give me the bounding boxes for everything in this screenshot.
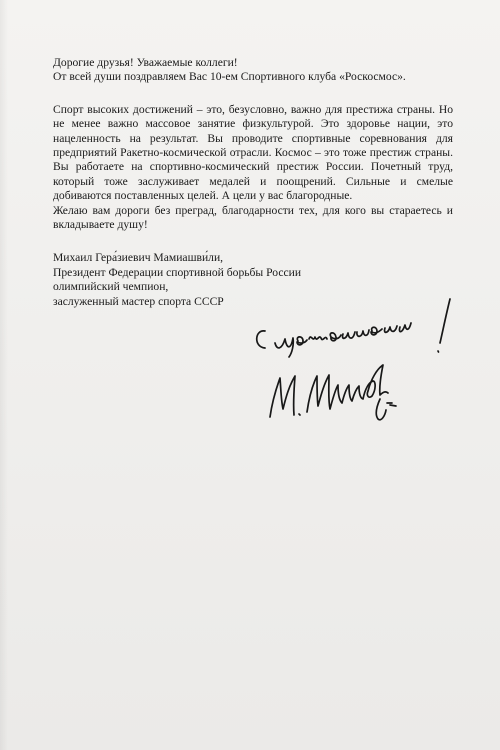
signature-underline-flourish [376,399,386,420]
page-shadow [0,0,8,750]
signatory-award: олимпийский чемпион, [53,280,169,294]
exclamation-mark-stroke [440,299,450,343]
signatory-title: Президент Федерации спортивной борьбы России [53,265,302,279]
letter-body [53,56,453,309]
congratulation-line: От всей души поздравляем Вас 10-ем Спортивного клуба «Роскосмос». [53,70,406,84]
signature-tail [387,403,396,406]
handwritten-signature [245,285,475,430]
signature-initial [270,376,295,417]
signature-drawing [245,285,475,430]
exclamation-mark-dot [438,351,439,352]
greeting-line: Дорогие друзья! Уважаемые коллеги! [53,56,238,69]
closing-handwriting [257,323,411,357]
signature-dot [299,414,300,415]
signatory-rank: заслуженный мастер спорта СССР [53,294,224,308]
wish-paragraph: Желаю вам дороги без преград, благодарности тех, для кого вы стараетесь и вкладываете душу! [53,203,453,232]
main-paragraph: Спорт высоких достижений – это, безусловно, важно для престижа страны. Но не менее важно массовое занятие физкультурой. Это здоровье нации, это нацеленность на результат. Вы проводите спортивные соревнования для предприятий Ракетно-космической отрасли. Космос – это тоже престиж страны. Вы работаете на спортивно-космический престиж России. Почетный труд, который тоже заслуживает медалей и поощрений. Сильные и смелые добиваются поставленных целей. А цели у вас благородные. [53,102,453,203]
signature-surname [307,365,388,412]
greeting [53,56,453,85]
letter-text [53,103,453,233]
signatory-name: Михаил Гера́зиевич Мамиашви́ли, [53,251,224,265]
